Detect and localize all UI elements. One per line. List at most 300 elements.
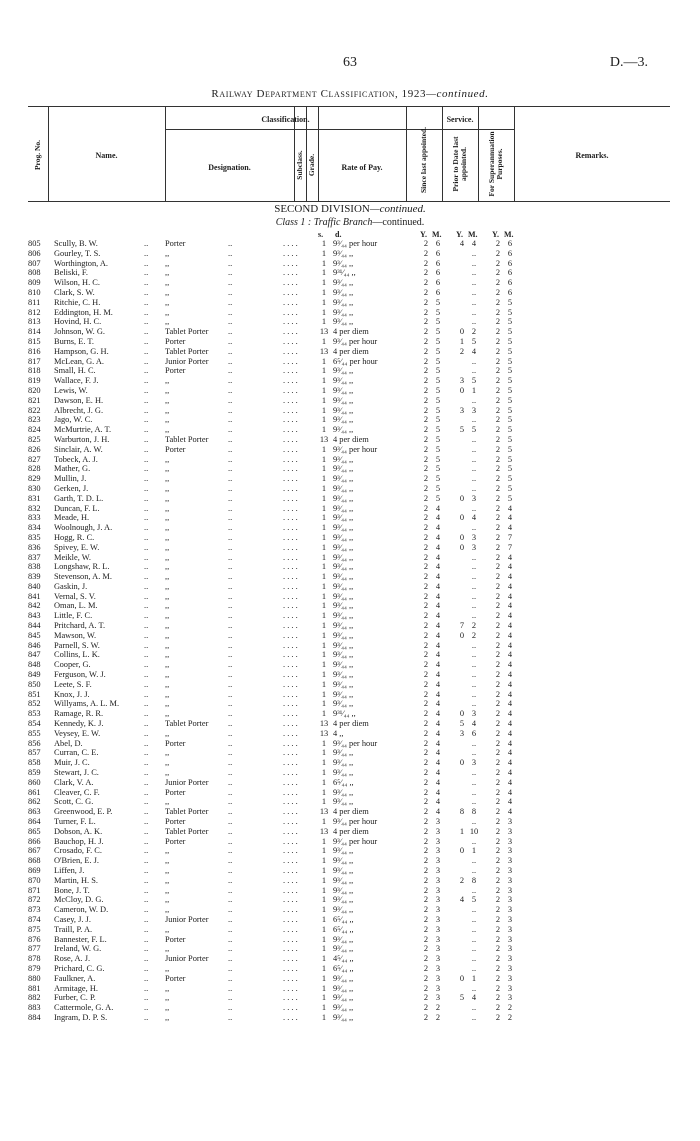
dot-leader: . . . .	[283, 601, 298, 611]
superannuation-months: 6	[507, 248, 513, 258]
table-row	[0, 944, 700, 954]
dot-leader: . . . .	[283, 885, 298, 895]
superannuation-months: 3	[507, 856, 513, 866]
designation: ,,	[165, 562, 170, 572]
superannuation-years: 2	[495, 944, 501, 954]
employee-name: O'Brien, E. J.	[54, 856, 100, 866]
superannuation-years: 2	[495, 503, 501, 513]
dot-leader: . . . .	[283, 425, 298, 435]
rate-of-pay: 9³⁄₄₄ ,,	[333, 885, 354, 895]
since-last-months: 4	[435, 787, 441, 797]
grade: 1	[321, 258, 327, 268]
grade: 1	[321, 454, 327, 464]
rate-of-pay: 9³⁄₄₄ ,,	[333, 278, 354, 288]
prog-number: 819	[28, 376, 41, 386]
superannuation-years: 2	[495, 258, 501, 268]
dot-leader: ..	[144, 679, 149, 689]
since-last-years: 2	[423, 601, 429, 611]
employee-name: Hovind, H. C.	[54, 317, 102, 327]
since-last-months: 3	[435, 963, 441, 973]
since-last-years: 2	[423, 611, 429, 621]
grade: 1	[321, 660, 327, 670]
employee-name: Burns, E. T.	[54, 336, 94, 346]
prior-months: ..	[471, 905, 477, 915]
rate-of-pay: 9³⁄₄₄ ,,	[333, 552, 354, 562]
employee-name: Martin, H. S.	[54, 875, 98, 885]
grade: 1	[321, 993, 327, 1003]
prior-months: 5	[471, 336, 477, 346]
dot-leader: ..	[228, 552, 233, 562]
dot-leader: . . . .	[283, 317, 298, 327]
rate-of-pay: 6⁵⁄₄₄ ,,	[333, 924, 354, 934]
dot-leader: . . . .	[283, 807, 298, 817]
dot-leader: . . . .	[283, 483, 298, 493]
since-last-months: 3	[435, 856, 441, 866]
prior-months: 4	[471, 239, 477, 248]
superannuation-months: 4	[507, 719, 513, 729]
superannuation-months: 5	[507, 434, 513, 444]
superannuation-months: 4	[507, 768, 513, 778]
designation: ,,	[165, 709, 170, 719]
dot-leader: ..	[144, 856, 149, 866]
prog-number: 817	[28, 356, 41, 366]
dot-leader: ..	[144, 758, 149, 768]
superannuation-years: 2	[495, 983, 501, 993]
dot-leader: ..	[144, 346, 149, 356]
employee-name: Vernal, S. V.	[54, 591, 96, 601]
grade: 13	[319, 728, 329, 738]
prog-number: 854	[28, 719, 41, 729]
dot-leader: ..	[228, 366, 233, 376]
superannuation-years: 2	[495, 993, 501, 1003]
designation: Tablet Porter	[165, 434, 209, 444]
superannuation-years: 2	[495, 278, 501, 288]
dot-leader: . . . .	[283, 797, 298, 807]
dot-leader: ..	[144, 454, 149, 464]
dot-leader: ..	[228, 297, 233, 307]
superannuation-years: 2	[495, 346, 501, 356]
since-last-years: 2	[423, 914, 429, 924]
since-last-years: 2	[423, 758, 429, 768]
designation: ,,	[165, 758, 170, 768]
superannuation-years: 2	[495, 336, 501, 346]
dot-leader: ..	[144, 366, 149, 376]
dot-leader: ..	[144, 934, 149, 944]
dot-leader: . . . .	[283, 826, 298, 836]
designation: ,,	[165, 856, 170, 866]
dot-leader: ..	[144, 562, 149, 572]
prior-months: 4	[471, 993, 477, 1003]
designation: ,,	[165, 493, 170, 503]
class-suffix: —continued.	[372, 217, 425, 228]
dot-leader: ..	[144, 307, 149, 317]
employee-name: Turner, F. L.	[54, 817, 96, 827]
grade: 1	[321, 836, 327, 846]
superannuation-months: 4	[507, 503, 513, 513]
unit-pence: d.	[335, 230, 342, 239]
since-last-years: 2	[423, 591, 429, 601]
rate-of-pay: 9³⁄₄₄ ,,	[333, 581, 354, 591]
superannuation-years: 2	[495, 395, 501, 405]
superannuation-years: 2	[495, 905, 501, 915]
superannuation-months: 4	[507, 709, 513, 719]
table-row	[0, 788, 700, 798]
superannuation-years: 2	[495, 1003, 501, 1013]
dot-leader: . . . .	[283, 866, 298, 875]
rate-of-pay: 9³⁄₄₄ ,,	[333, 523, 354, 533]
header-superannuation: For Superannuation Purposes.	[487, 131, 504, 197]
designation: ,,	[165, 875, 170, 885]
dot-leader: ..	[228, 434, 233, 444]
table-row	[0, 601, 700, 611]
rate-of-pay: 9³⁄₄₄ per hour	[333, 239, 378, 248]
since-last-months: 4	[435, 532, 441, 542]
dot-leader: ..	[144, 572, 149, 582]
since-last-years: 2	[423, 973, 429, 983]
designation: ,,	[165, 866, 170, 875]
dot-leader: . . . .	[283, 836, 298, 846]
rate-of-pay: 9³⁄₄₄ per hour	[333, 817, 378, 827]
dot-leader: ..	[228, 787, 233, 797]
employee-name: Clark, S. W.	[54, 287, 95, 297]
prior-months: ..	[471, 670, 477, 680]
designation: ,,	[165, 385, 170, 395]
since-last-months: 4	[435, 621, 441, 631]
prior-months: 3	[471, 532, 477, 542]
prior-months: ..	[471, 797, 477, 807]
dot-leader: ..	[144, 444, 149, 454]
prior-years: 3	[459, 728, 465, 738]
since-last-months: 4	[435, 670, 441, 680]
header-designation: Designation.	[208, 163, 251, 172]
since-last-years: 2	[423, 787, 429, 797]
superannuation-months: 3	[507, 826, 513, 836]
table-row	[0, 807, 700, 817]
dot-leader: ..	[228, 758, 233, 768]
table-row	[0, 925, 700, 935]
superannuation-months: 4	[507, 679, 513, 689]
rate-of-pay: 9³⁄₄₄ ,,	[333, 748, 354, 758]
dot-leader: ..	[144, 993, 149, 1003]
dot-leader: ..	[228, 954, 233, 964]
since-last-years: 2	[423, 483, 429, 493]
dot-leader: ..	[144, 670, 149, 680]
since-last-years: 2	[423, 640, 429, 650]
since-last-months: 5	[435, 356, 441, 366]
table-row	[0, 288, 700, 298]
prior-months: ..	[471, 777, 477, 787]
prior-months: ..	[471, 483, 477, 493]
superannuation-years: 2	[495, 572, 501, 582]
prog-number: 879	[28, 963, 41, 973]
prog-number: 809	[28, 278, 41, 288]
dot-leader: ..	[144, 748, 149, 758]
grade: 1	[321, 542, 327, 552]
superannuation-months: 5	[507, 464, 513, 474]
employee-name: McLean, G. A.	[54, 356, 105, 366]
since-last-months: 4	[435, 640, 441, 650]
dot-leader: ..	[144, 327, 149, 337]
dot-leader: ..	[144, 483, 149, 493]
since-last-months: 3	[435, 875, 441, 885]
prior-months: ..	[471, 1012, 477, 1022]
superannuation-years: 2	[495, 434, 501, 444]
superannuation-years: 2	[495, 552, 501, 562]
since-last-months: 4	[435, 630, 441, 640]
superannuation-months: 2	[507, 1012, 513, 1022]
since-last-months: 3	[435, 944, 441, 954]
designation: Porter	[165, 787, 186, 797]
header-remarks: Remarks.	[575, 151, 609, 160]
superannuation-years: 2	[495, 454, 501, 464]
since-last-months: 5	[435, 454, 441, 464]
dot-leader: . . . .	[283, 817, 298, 827]
prior-years: 5	[459, 425, 465, 435]
superannuation-months: 3	[507, 846, 513, 856]
table-row	[0, 954, 700, 964]
since-last-months: 3	[435, 924, 441, 934]
prior-months: ..	[471, 963, 477, 973]
since-last-years: 2	[423, 728, 429, 738]
dot-leader: . . . .	[283, 719, 298, 729]
dot-leader: ..	[228, 327, 233, 337]
dot-leader: ..	[228, 866, 233, 875]
dot-leader: ..	[144, 336, 149, 346]
superannuation-months: 5	[507, 454, 513, 464]
dot-leader: ..	[228, 826, 233, 836]
superannuation-years: 2	[495, 601, 501, 611]
designation: ,,	[165, 689, 170, 699]
dot-leader: ..	[144, 415, 149, 425]
table-row	[0, 876, 700, 886]
superannuation-months: 5	[507, 336, 513, 346]
since-last-years: 2	[423, 699, 429, 709]
dot-leader: . . . .	[283, 660, 298, 670]
superannuation-months: 7	[507, 542, 513, 552]
rate-of-pay: 9³⁄₄₄ ,,	[333, 483, 354, 493]
designation: Porter	[165, 239, 186, 248]
since-last-years: 2	[423, 777, 429, 787]
table-row	[0, 513, 700, 523]
since-last-months: 5	[435, 317, 441, 327]
superannuation-years: 2	[495, 973, 501, 983]
since-last-years: 2	[423, 258, 429, 268]
prog-number: 880	[28, 973, 41, 983]
designation: Porter	[165, 836, 186, 846]
grade: 1	[321, 875, 327, 885]
dot-leader: ..	[228, 336, 233, 346]
rate-of-pay: 9³⁄₄₄ ,,	[333, 297, 354, 307]
prior-months: ..	[471, 523, 477, 533]
since-last-years: 2	[423, 797, 429, 807]
dot-leader: ..	[144, 807, 149, 817]
employee-name: Lewis, W.	[54, 385, 88, 395]
grade: 1	[321, 895, 327, 905]
prior-months: ..	[471, 679, 477, 689]
superannuation-years: 2	[495, 1012, 501, 1022]
superannuation-months: 3	[507, 983, 513, 993]
dot-leader: ..	[228, 679, 233, 689]
dot-leader: . . . .	[283, 376, 298, 386]
superannuation-months: 5	[507, 307, 513, 317]
dot-leader: ..	[144, 552, 149, 562]
since-last-years: 2	[423, 287, 429, 297]
dot-leader: ..	[228, 513, 233, 523]
designation: Porter	[165, 817, 186, 827]
dot-leader: ..	[228, 875, 233, 885]
designation: ,,	[165, 630, 170, 640]
superannuation-months: 4	[507, 621, 513, 631]
prior-months: ..	[471, 591, 477, 601]
since-last-years: 2	[423, 895, 429, 905]
prior-months: ..	[471, 317, 477, 327]
table-row	[0, 915, 700, 925]
designation: ,,	[165, 679, 170, 689]
grade: 1	[321, 866, 327, 875]
grade: 1	[321, 797, 327, 807]
since-last-months: 4	[435, 552, 441, 562]
dot-leader: ..	[144, 405, 149, 415]
since-last-years: 2	[423, 748, 429, 758]
superannuation-months: 3	[507, 924, 513, 934]
employee-name: Dobson, A. K.	[54, 826, 103, 836]
rate-of-pay: 9³⁄₄₄ ,,	[333, 768, 354, 778]
employee-name: Ritchie, C. H.	[54, 297, 101, 307]
employee-name: Dawson, E. H.	[54, 395, 104, 405]
since-last-months: 5	[435, 346, 441, 356]
table-row	[0, 699, 700, 709]
table-row	[0, 415, 700, 425]
superannuation-years: 2	[495, 591, 501, 601]
dot-leader: . . . .	[283, 768, 298, 778]
since-last-years: 2	[423, 307, 429, 317]
grade: 1	[321, 777, 327, 787]
designation: ,,	[165, 895, 170, 905]
prog-number: 833	[28, 513, 41, 523]
designation: Tablet Porter	[165, 346, 209, 356]
since-last-months: 5	[435, 297, 441, 307]
superannuation-months: 7	[507, 532, 513, 542]
superannuation-months: 4	[507, 523, 513, 533]
since-last-years: 2	[423, 719, 429, 729]
since-last-months: 4	[435, 679, 441, 689]
prior-months: 3	[471, 493, 477, 503]
prior-months: ..	[471, 287, 477, 297]
designation: ,,	[165, 748, 170, 758]
superannuation-months: 4	[507, 738, 513, 748]
prog-number: 822	[28, 405, 41, 415]
grade: 1	[321, 356, 327, 366]
since-last-months: 3	[435, 895, 441, 905]
superannuation-years: 2	[495, 483, 501, 493]
since-last-months: 4	[435, 591, 441, 601]
dot-leader: . . . .	[283, 895, 298, 905]
designation: ,,	[165, 640, 170, 650]
dot-leader: . . . .	[283, 366, 298, 376]
designation: ,,	[165, 1003, 170, 1013]
employee-name: Parnell, S. W.	[54, 640, 100, 650]
since-last-years: 2	[423, 474, 429, 484]
since-last-years: 2	[423, 562, 429, 572]
table-row	[0, 298, 700, 308]
grade: 1	[321, 444, 327, 454]
since-last-years: 2	[423, 572, 429, 582]
dot-leader: ..	[228, 523, 233, 533]
dot-leader: ..	[228, 709, 233, 719]
prior-months: 1	[471, 385, 477, 395]
dot-leader: ..	[228, 993, 233, 1003]
prior-months: ..	[471, 464, 477, 474]
grade: 1	[321, 297, 327, 307]
table-row	[0, 268, 700, 278]
dot-leader: . . . .	[283, 856, 298, 866]
designation: ,,	[165, 307, 170, 317]
grade: 1	[321, 768, 327, 778]
since-last-years: 2	[423, 709, 429, 719]
grade: 1	[321, 963, 327, 973]
grade: 1	[321, 611, 327, 621]
employee-name: Woolnough, J. A.	[54, 523, 113, 533]
since-last-months: 4	[435, 601, 441, 611]
table-row	[0, 1013, 700, 1023]
employee-name: Bannester, F. L.	[54, 934, 107, 944]
superannuation-months: 5	[507, 405, 513, 415]
superannuation-years: 2	[495, 268, 501, 278]
class-branch: Traffic Branch	[313, 217, 373, 228]
prior-months: ..	[471, 454, 477, 464]
since-last-months: 6	[435, 248, 441, 258]
prog-number: 869	[28, 866, 41, 875]
prog-number: 829	[28, 474, 41, 484]
since-last-months: 4	[435, 748, 441, 758]
since-last-years: 2	[423, 621, 429, 631]
rate-of-pay: 4 per diem	[333, 826, 369, 836]
table-row	[0, 748, 700, 758]
designation: ,,	[165, 464, 170, 474]
superannuation-months: 4	[507, 572, 513, 582]
prog-number: 860	[28, 777, 41, 787]
unit-years: Y.	[492, 230, 500, 239]
prior-months: 4	[471, 513, 477, 523]
employee-name: Gourley, T. S.	[54, 248, 101, 258]
prog-number: 825	[28, 434, 41, 444]
prog-number: 881	[28, 983, 41, 993]
grade: 1	[321, 572, 327, 582]
prior-months: ..	[471, 640, 477, 650]
prior-months: 4	[471, 719, 477, 729]
since-last-months: 4	[435, 807, 441, 817]
dot-leader: ..	[228, 777, 233, 787]
table-row	[0, 435, 700, 445]
dot-leader: . . . .	[283, 954, 298, 964]
rate-of-pay: 9³⁄₄₄ ,,	[333, 611, 354, 621]
employee-name: Johnson, W. G.	[54, 327, 105, 337]
rate-of-pay: 9³⁄₄₄ ,,	[333, 944, 354, 954]
prog-number: 877	[28, 944, 41, 954]
page-number: 63	[343, 55, 357, 70]
since-last-years: 2	[423, 395, 429, 405]
dot-leader: ..	[228, 846, 233, 856]
since-last-years: 2	[423, 513, 429, 523]
table-row	[0, 670, 700, 680]
grade: 1	[321, 944, 327, 954]
superannuation-years: 2	[495, 836, 501, 846]
superannuation-years: 2	[495, 464, 501, 474]
superannuation-years: 2	[495, 934, 501, 944]
superannuation-years: 2	[495, 689, 501, 699]
prior-months: 5	[471, 376, 477, 386]
superannuation-years: 2	[495, 366, 501, 376]
